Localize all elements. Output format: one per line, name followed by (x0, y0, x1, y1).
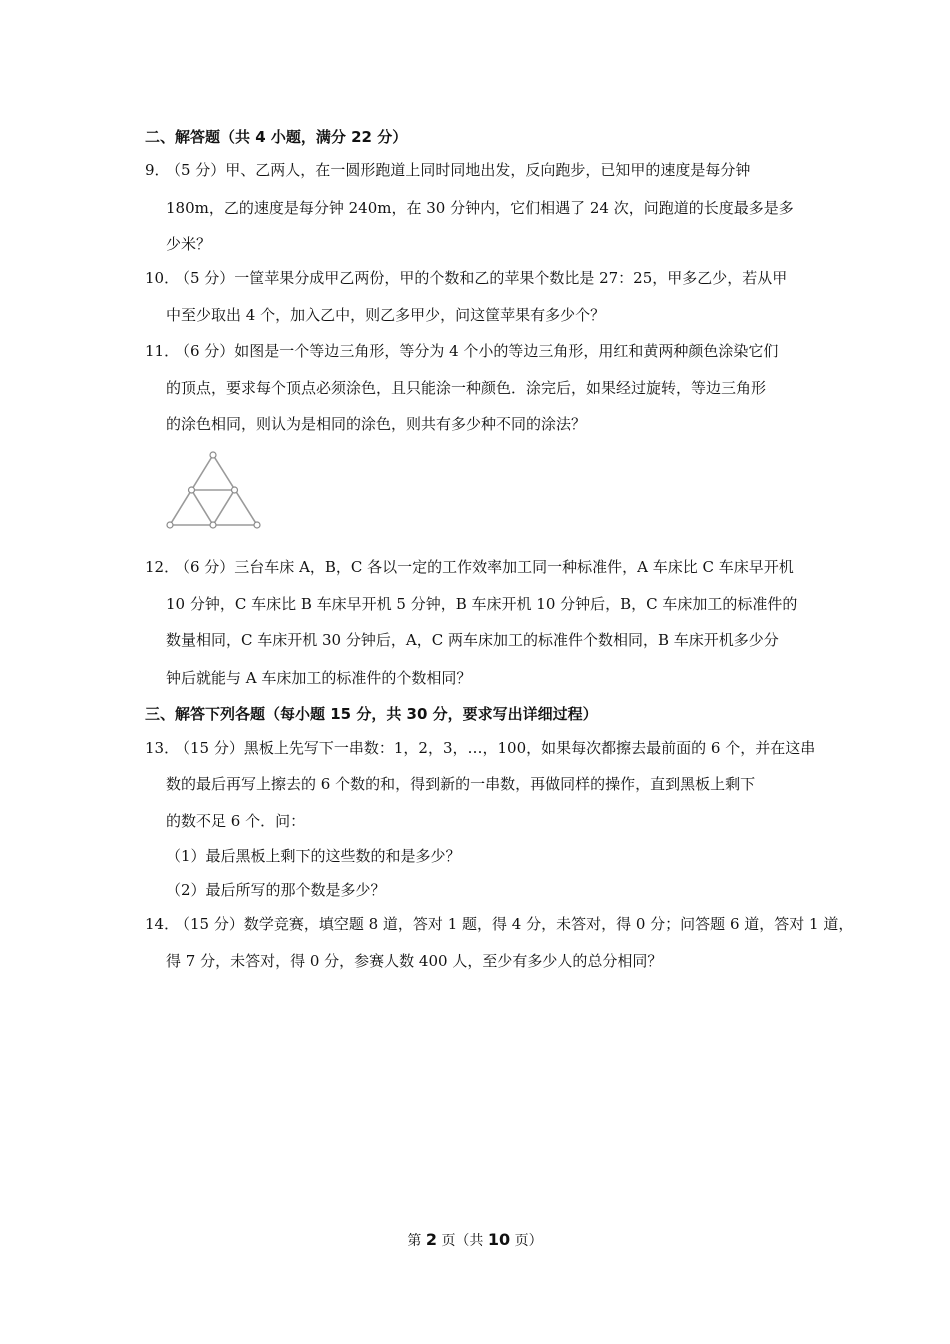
question-10-number: 10． (145, 269, 180, 287)
inner-triangle (192, 490, 235, 525)
question-13-line-3: 的数不足 6 个．问： (166, 812, 306, 830)
question-14-line-2: 得 7 分，未答对，得 0 分，参赛人数 400 人，至少有多少人的总分相同？ (166, 952, 663, 970)
footer-mid: 页（共 (441, 1233, 484, 1249)
question-13-subquestion-1: （1）最后黑板上剩下的这些数的和是多少？ (166, 847, 461, 865)
vertex-mid-left (189, 487, 195, 493)
section-3-heading: 三、解答下列各题（每小题 15 分，共 30 分，要求写出详细过程） (145, 705, 598, 723)
question-11-number: 11． (145, 342, 180, 360)
question-13-subquestion-2: （2）最后所写的那个数是多少？ (166, 881, 386, 899)
question-12-line-4: 钟后就能与 A 车床加工的标准件的个数相同？ (166, 669, 472, 687)
question-12-line-1: （6 分）三台车床 A，B，C 各以一定的工作效率加工同一种标准件，A 车床比 C 车床早开机 (175, 558, 794, 576)
question-14-line-1: （15 分）数学竞赛，填空题 8 道，答对 1 题，得 4 分，未答对，得 0 分；问答题 6 道，答对 1 道， (175, 915, 854, 933)
question-11-line-2: 的顶点，要求每个顶点必须涂色，且只能涂一种颜色．涂完后，如果经过旋转，等边三角形 (166, 379, 767, 397)
footer-suffix: 页） (514, 1233, 543, 1249)
question-12-line-2: 10 分钟，C 车床比 B 车床早开机 5 分钟，B 车床开机 10 分钟后，B，C 车床加工的标准件的 (166, 595, 798, 613)
question-9-line-2: 180m，乙的速度是每分钟 240m，在 30 分钟内，它们相遇了 24 次，问跑道的长度最多是多 (166, 199, 794, 217)
question-13-line-1: （15 分）黑板上先写下一串数：1，2，3，…，100，如果每次都擦去最前面的 6 个，并在这串 (175, 739, 816, 757)
question-10-line-2: 中至少取出 4 个，加入乙中，则乙多甲少，问这筐苹果有多少个？ (166, 306, 606, 324)
footer-page-number: 2 (425, 1230, 437, 1249)
vertex-bottom-mid (210, 522, 216, 528)
question-14-number: 14． (145, 915, 180, 933)
triangle-figure (160, 445, 270, 535)
question-12-number: 12． (145, 558, 180, 576)
footer-total-pages: 10 (487, 1230, 511, 1249)
question-12-line-3: 数量相同，C 车床开机 30 分钟后，A，C 两车床加工的标准件个数相同，B 车床开机多少分 (166, 631, 779, 649)
vertex-bottom-left (167, 522, 173, 528)
question-9-line-1: （5 分）甲、乙两人，在一圆形跑道上同时同地出发，反向跑步，已知甲的速度是每分钟 (166, 161, 751, 179)
question-13-number: 13． (145, 739, 180, 757)
question-13-line-2: 数的最后再写上擦去的 6 个数的和，得到新的一串数，再做同样的操作，直到黑板上剩下 (166, 775, 756, 793)
page-footer (0, 1230, 950, 1250)
vertex-mid-right (232, 487, 238, 493)
question-11-line-1: （6 分）如图是一个等边三角形，等分为 4 个小的等边三角形，用红和黄两种颜色涂染它们 (175, 342, 779, 360)
footer-prefix: 第 (407, 1233, 422, 1249)
question-10-line-1: （5 分）一筐苹果分成甲乙两份，甲的个数和乙的苹果个数比是 27：25，甲多乙少，若从甲 (175, 269, 788, 287)
vertex-top (210, 452, 216, 458)
question-9-line-3: 少米？ (166, 235, 212, 253)
section-2-heading: 二、解答题（共 4 小题，满分 22 分） (145, 128, 408, 146)
question-9-number: 9． (145, 161, 170, 179)
question-11-line-3: 的涂色相同，则认为是相同的涂色，则共有多少种不同的涂法？ (166, 415, 587, 433)
vertex-bottom-right (254, 522, 260, 528)
